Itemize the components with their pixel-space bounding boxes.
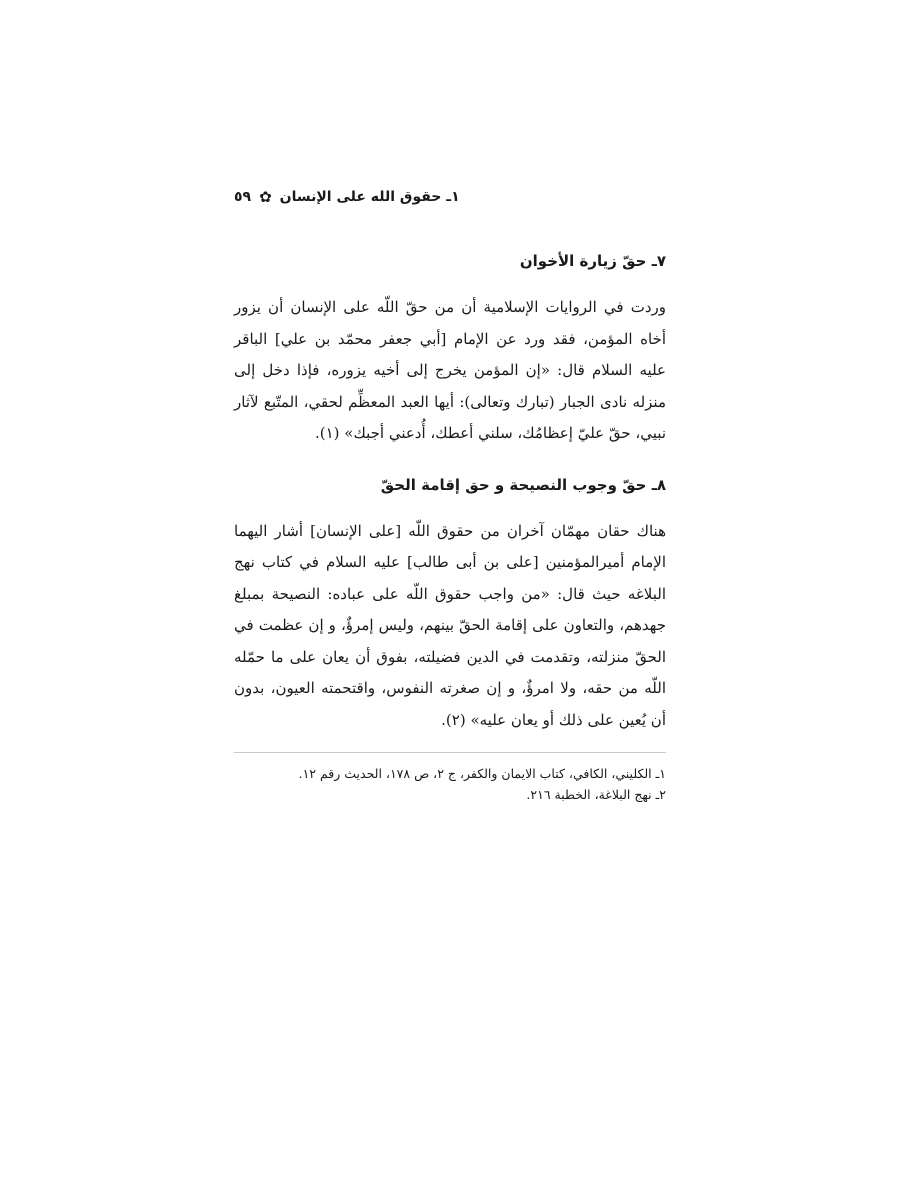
section-heading-advice-and-truth: ٨ـ حقّ وجوب النصيحة و حق إقامة الحقّ xyxy=(380,475,666,494)
section-body-advice-and-truth: هناك حقان مهمّان آخران من حقوق اللّه [على الإنسان] أشار اليهما الإمام أميرالمؤمنين [على بن أبى طالب] عليه السلام في كتاب نهج البلاغه حيث قال: «من واجب حقوق اللّه على عباده: النصيحة بمبلغ جهدهم، والتعاون على إقامة الحقّ بينهم، وليس إمرؤٌ، و إن عظمت في الحقّ منزلته، وتقدمت في الدين فضيلته، بفوق أن يعان على ما حمّله اللّه من حقه، ولا امرؤٌ، و إن صغرته النفوس، واقتحمته العيون، بدون أن يُعين على ذلك أو يعان عليه» (٢). xyxy=(234,521,666,729)
header-ornament-icon: ✿ xyxy=(259,187,272,206)
section-heading-visiting-brothers: ٧ـ حقّ زيارة الأخوان xyxy=(519,252,666,270)
footnote-1: ١ـ الكليني، الكافي، كتاب الايمان والكفر، ج ٢، ص ١٧٨، الحديث رقم ١٢. xyxy=(298,766,666,781)
running-header xyxy=(234,186,666,208)
page-body xyxy=(234,252,666,805)
section-body-visiting-brothers: وردت في الروايات الإسلامية أن من حقّ اللّه على الإنسان أن يزور أخاه المؤمن، فقد ورد عن الإمام [أبي جعفر محمّد بن علي] الباقر عليه السلام قال: «إن المؤمن يخرج إلى أخيه يزوره، فإذا دخل إلى منزله نادى الجبار (تبارك وتعالى): أيها العبد المعظِّم لحقي، المتّبع لآثار نبيي، حقّ عليّ إعظامُك، سلني أعطك، أُدعني أجبك» (١). xyxy=(234,298,666,442)
footnote-divider xyxy=(234,752,666,753)
footnotes xyxy=(234,763,666,805)
page-number: ٥٩ xyxy=(234,189,252,205)
footnote-2: ٢ـ نهج البلاغة، الخطبة ٢١٦. xyxy=(526,787,666,802)
header-title: ١ـ حقوق الله على الإنسان xyxy=(279,189,460,205)
